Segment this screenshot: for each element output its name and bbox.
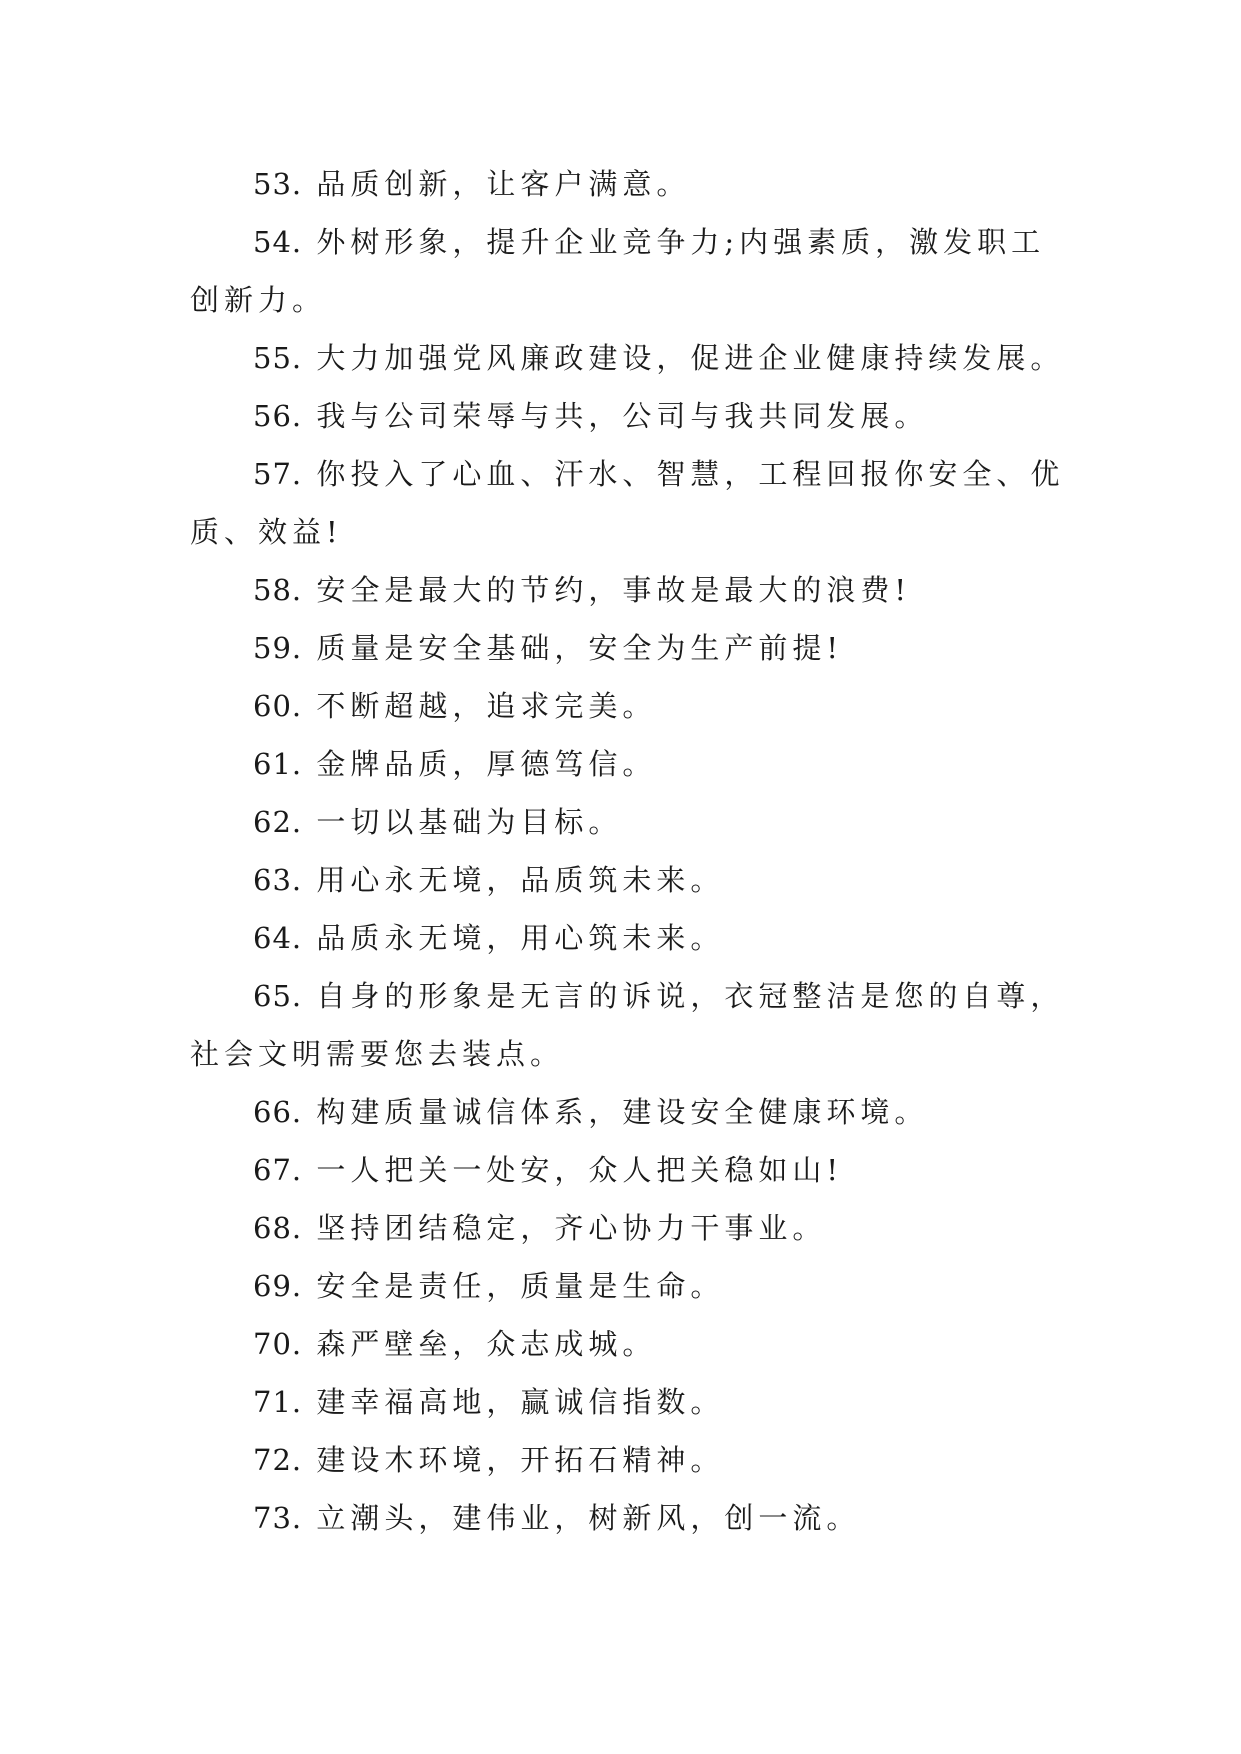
item-number: 72.: [253, 1443, 303, 1477]
list-item: [190, 213, 1070, 329]
item-number: 73.: [253, 1501, 303, 1535]
list-item: [190, 561, 1070, 619]
item-number: 70.: [253, 1327, 303, 1361]
item-text: 坚持团结稳定，齐心协力干事业。: [316, 1211, 827, 1245]
item-text: 我与公司荣辱与共，公司与我共同发展。: [316, 399, 929, 433]
list-item: [190, 1083, 1070, 1141]
item-text: 品质永无境，用心筑未来。: [316, 921, 725, 955]
list-item: [190, 1257, 1070, 1315]
item-number: 59.: [253, 631, 303, 665]
list-item: [190, 967, 1070, 1083]
list-item: [190, 155, 1070, 213]
item-text: 质量是安全基础，安全为生产前提!: [316, 631, 843, 665]
item-text: 建设木环境，开拓石精神。: [316, 1443, 725, 1477]
item-text: 森严壁垒，众志成城。: [316, 1327, 657, 1361]
item-text: 构建质量诚信体系，建设安全健康环境。: [316, 1095, 929, 1129]
item-number: 71.: [253, 1385, 303, 1419]
item-number: 56.: [253, 399, 303, 433]
list-item: [190, 677, 1070, 735]
list-item: [190, 387, 1070, 445]
item-text: 一人把关一处安，众人把关稳如山!: [316, 1153, 843, 1187]
item-text: 金牌品质，厚德笃信。: [316, 747, 657, 781]
item-text: 一切以基础为目标。: [316, 805, 623, 839]
item-number: 58.: [253, 573, 303, 607]
item-number: 69.: [253, 1269, 303, 1303]
list-item: [190, 1431, 1070, 1489]
item-number: 62.: [253, 805, 303, 839]
item-text: 安全是最大的节约，事故是最大的浪费!: [316, 573, 911, 607]
item-number: 64.: [253, 921, 303, 955]
item-number: 57.: [253, 457, 303, 491]
item-text: 用心永无境，品质筑未来。: [316, 863, 725, 897]
item-number: 68.: [253, 1211, 303, 1245]
item-text: 大力加强党风廉政建设，促进企业健康持续发展。: [316, 341, 1065, 375]
item-number: 60.: [253, 689, 303, 723]
list-item: [190, 909, 1070, 967]
item-number: 66.: [253, 1095, 303, 1129]
item-text: 立潮头，建伟业，树新风，创一流。: [316, 1501, 861, 1535]
item-number: 53.: [253, 167, 303, 201]
list-item: [190, 735, 1070, 793]
item-number: 63.: [253, 863, 303, 897]
list-item: [190, 851, 1070, 909]
list-item: [190, 619, 1070, 677]
list-item: [190, 1199, 1070, 1257]
item-number: 65.: [253, 979, 303, 1013]
list-item: [190, 445, 1070, 561]
item-text: 你投入了心血、汗水、智慧，工程回报你安全、优质、效益!: [190, 457, 1065, 549]
item-number: 54.: [253, 225, 303, 259]
item-text: 品质创新，让客户满意。: [316, 167, 691, 201]
item-text: 建幸福高地，赢诚信指数。: [316, 1385, 725, 1419]
list-item: [190, 1489, 1070, 1547]
list-item: [190, 1141, 1070, 1199]
list-item: [190, 793, 1070, 851]
item-number: 55.: [253, 341, 303, 375]
item-number: 67.: [253, 1153, 303, 1187]
item-text: 外树形象，提升企业竞争力;内强素质，激发职工创新力。: [190, 225, 1046, 317]
item-text: 安全是责任，质量是生命。: [316, 1269, 725, 1303]
item-text: 自身的形象是无言的诉说，衣冠整洁是您的自尊，社会文明需要您去装点。: [190, 979, 1065, 1071]
list-item: [190, 1315, 1070, 1373]
list-item: [190, 329, 1070, 387]
item-number: 61.: [253, 747, 303, 781]
list-item: [190, 1373, 1070, 1431]
item-text: 不断超越，追求完美。: [316, 689, 657, 723]
